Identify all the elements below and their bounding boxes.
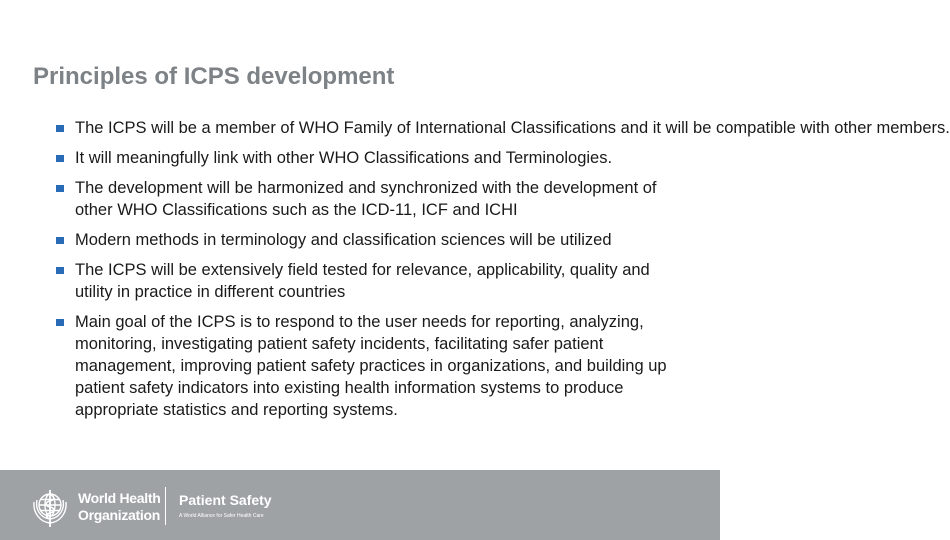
square-bullet-icon — [56, 319, 64, 326]
footer-bar — [0, 470, 720, 540]
slide-title: Principles of ICPS development — [33, 63, 395, 90]
square-bullet-icon — [56, 125, 64, 132]
square-bullet-icon — [56, 237, 64, 244]
organization-name-line-2: Organization — [78, 507, 160, 523]
bullet-text: Modern methods in terminology and classification sciences will be utilized — [75, 231, 612, 249]
bullet-item — [56, 311, 684, 421]
bullet-list — [56, 117, 950, 429]
organization-name-line-1: World Health — [78, 490, 161, 506]
program-name: Patient Safety — [179, 492, 272, 508]
square-bullet-icon — [56, 185, 64, 192]
bullet-text: The development will be harmonized and synchronized with the development of other WHO Classifications such as the ICD-11, ICF and ICHI — [75, 179, 657, 219]
bullet-text: The ICPS will be a member of WHO Family of International Classifications and it will be compatible with other members. — [75, 119, 950, 137]
square-bullet-icon — [56, 267, 64, 274]
bullet-item — [56, 147, 684, 169]
who-emblem-icon — [28, 486, 72, 530]
footer-divider — [165, 487, 166, 525]
bullet-item — [56, 229, 684, 251]
bullet-text: Main goal of the ICPS is to respond to the user needs for reporting, analyzing, monitoring, investigating patient safety incidents, facilitating safer patient management, improving patient safety practices in organizations, and building up patient safety indicators into existing health information systems to produce appropriate statistics and reporting systems. — [75, 313, 667, 419]
bullet-item — [56, 259, 684, 303]
organization-name — [78, 490, 168, 524]
bullet-text: The ICPS will be extensively field tested for relevance, applicability, quality and utility in practice in different countries — [75, 261, 650, 301]
bullet-text: It will meaningfully link with other WHO Classifications and Terminologies. — [75, 149, 613, 167]
program-tagline: A World Alliance for Safer Health Care — [179, 513, 264, 519]
bullet-item — [56, 177, 684, 221]
square-bullet-icon — [56, 155, 64, 162]
bullet-item — [56, 117, 950, 139]
